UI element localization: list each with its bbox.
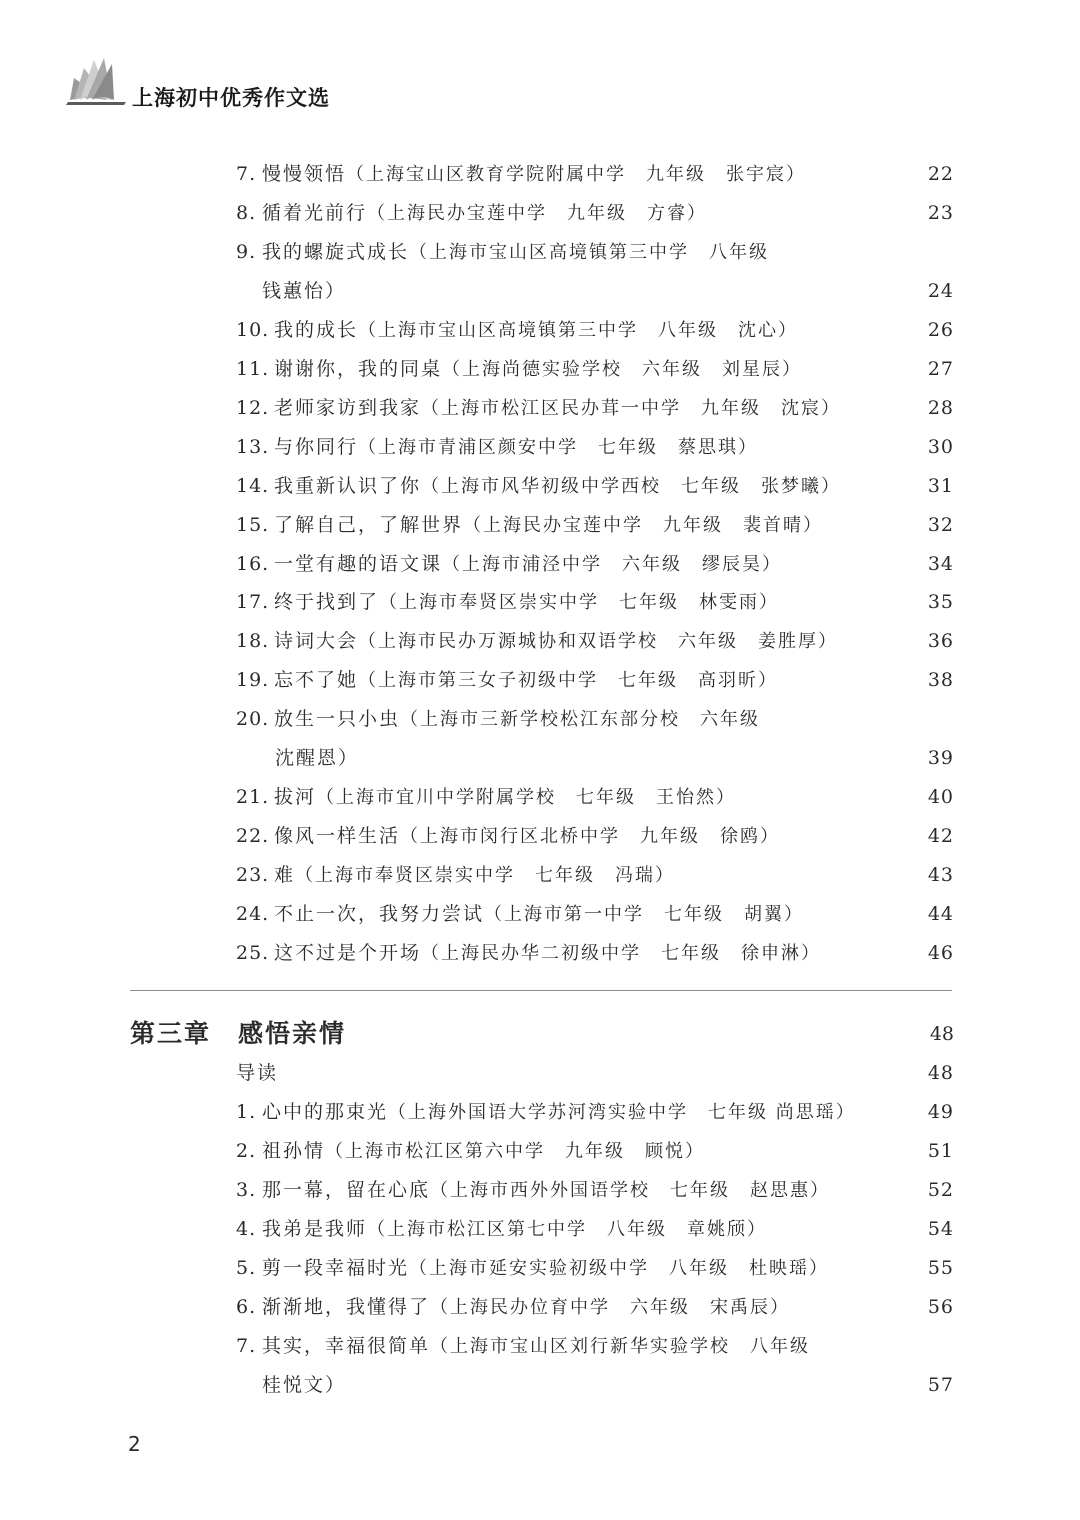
toc-entry[interactable] [0, 428, 1080, 467]
entry-detail: （上海市民办万源城协和双语学校 六年级 姜胜厚） [358, 631, 839, 653]
toc-entry[interactable] [0, 506, 1080, 545]
entry-number: 23. [236, 864, 270, 887]
entry-title: 与你同行（上海市青浦区颜安中学 七年级 蔡思琪） [274, 435, 759, 458]
entry-number: 10. [236, 318, 270, 341]
toc-entry[interactable] [0, 622, 1080, 661]
entry-title: 像风一样生活（上海市闵行区北桥中学 九年级 徐鸥） [274, 825, 781, 848]
toc-entry[interactable] [0, 311, 1080, 350]
toc-entry[interactable] [0, 661, 1080, 700]
entry-detail: （上海尚德实验学校 六年级 刘星辰） [442, 358, 803, 380]
toc-entry[interactable] [0, 155, 1080, 194]
entry-continuation: 钱蕙怡） [262, 279, 347, 302]
toc-entry[interactable] [0, 1210, 1080, 1249]
chapter-name: 感悟亲情 [238, 1019, 347, 1048]
entry-title: 心中的那束光（上海外国语大学苏河湾实验中学 七年级 尚思瑶） [262, 1101, 856, 1123]
entry-page: 46 [927, 942, 954, 964]
toc-entry[interactable] [0, 1327, 1080, 1366]
entry-detail: （上海市青浦区颜安中学 七年级 蔡思琪） [358, 436, 759, 458]
entry-title: 这不过是个开场（上海民办华二初级中学 七年级 徐申淋） [274, 942, 822, 964]
entry-number: 14. [236, 474, 270, 497]
entry-title: 不止一次，我努力尝试（上海市第一中学 七年级 胡翼） [274, 903, 805, 926]
entry-number: 24. [236, 903, 270, 926]
toc-entry[interactable] [0, 1366, 1080, 1405]
entry-number: 6. [236, 1296, 257, 1318]
entry-title: 祖孙情（上海市松江区第六中学 九年级 顾悦） [262, 1140, 706, 1162]
entry-page: 35 [927, 591, 954, 614]
entry-page: 56 [927, 1296, 954, 1318]
entry-page: 40 [927, 786, 954, 809]
entry-detail: （上海市奉贤区崇实中学 七年级 冯瑞） [295, 865, 676, 887]
entry-number: 11. [236, 357, 270, 380]
entry-number: 22. [236, 825, 270, 848]
entry-detail: （上海民办宝莲中学 九年级 方睿） [367, 202, 708, 224]
entry-title: 慢慢领悟（上海宝山区教育学院附属中学 九年级 张宇宸） [262, 163, 807, 185]
entry-number: 7. [236, 163, 257, 185]
entry-page: 27 [927, 357, 954, 380]
entry-number: 3. [236, 1179, 257, 1201]
entry-continuation: 桂悦文） [262, 1374, 347, 1396]
toc-entry[interactable] [0, 467, 1080, 506]
entry-number: 21. [236, 786, 270, 809]
toc-entry[interactable] [0, 934, 1080, 973]
toc-entry[interactable] [0, 272, 1080, 311]
entry-title: 我重新认识了你（上海市风华初级中学西校 七年级 张梦曦） [274, 474, 842, 497]
toc-entry[interactable] [0, 233, 1080, 272]
entry-title: 诗词大会（上海市民办万源城协和双语学校 六年级 姜胜厚） [274, 630, 839, 653]
entry-number: 4. [236, 1218, 257, 1240]
toc-entry[interactable] [0, 856, 1080, 895]
entry-title: 循着光前行（上海民办宝莲中学 九年级 方睿） [262, 201, 708, 224]
entry-title: 我的成长（上海市宝山区高境镇第三中学 八年级 沈心） [274, 318, 799, 341]
entry-number: 18. [236, 630, 270, 653]
entry-page: 42 [927, 825, 954, 848]
toc-entry[interactable] [0, 350, 1080, 389]
entry-number: 13. [236, 435, 270, 458]
chapter-page: 48 [929, 1023, 954, 1045]
entry-page: 54 [927, 1218, 954, 1240]
page-number: 2 [128, 1432, 141, 1456]
toc-entry[interactable] [0, 389, 1080, 428]
entry-detail: （上海市西外外国语学校 七年级 赵思惠） [430, 1180, 831, 1201]
entry-title: 谢谢你，我的同桌（上海尚德实验学校 六年级 刘星辰） [274, 357, 803, 380]
entry-number: 19. [236, 669, 270, 692]
entry-detail: （上海市宜川中学附属学校 七年级 王怡然） [316, 787, 737, 809]
entry-continuation: 沈醒恩） [275, 747, 360, 770]
entry-title: 拔河（上海市宜川中学附属学校 七年级 王怡然） [274, 786, 737, 809]
entry-page: 55 [927, 1257, 954, 1279]
guide-page: 48 [927, 1062, 954, 1084]
chapter-heading [0, 1014, 1080, 1054]
entry-title: 了解自己，了解世界（上海民办宝莲中学 九年级 裴首晴） [274, 513, 824, 536]
entry-title: 终于找到了（上海市奉贤区崇实中学 七年级 林雯雨） [274, 591, 780, 614]
page-header [66, 52, 966, 112]
entry-number: 25. [236, 942, 270, 964]
entry-page: 38 [927, 669, 954, 692]
entry-number: 20. [236, 708, 270, 731]
entry-number: 15. [236, 513, 270, 536]
entry-title: 老师家访到我家（上海市松江区民办茸一中学 九年级 沈宸） [274, 396, 842, 419]
book-title: 上海初中优秀作文选 [132, 86, 330, 110]
toc-entry[interactable] [0, 194, 1080, 233]
entry-detail: （上海市第三女子初级中学 七年级 高羽昕） [358, 670, 779, 692]
entry-detail: （上海市风华初级中学西校 七年级 张梦曦） [421, 475, 842, 497]
entry-page: 22 [927, 163, 954, 185]
entry-page: 26 [927, 318, 954, 341]
entry-title: 我弟是我师（上海市松江区第七中学 八年级 章姚颀） [262, 1218, 768, 1240]
entry-page: 43 [927, 864, 954, 887]
entry-detail: （上海市第一中学 七年级 胡翼） [484, 904, 805, 926]
entry-title: 剪一段幸福时光（上海市延安实验初级中学 八年级 杜映瑶） [262, 1257, 830, 1279]
entry-number: 2. [236, 1140, 257, 1162]
entry-page: 23 [927, 201, 954, 224]
entry-detail: （上海市三新学校松江东部分校 六年级 [400, 709, 761, 731]
entry-page: 28 [927, 396, 954, 419]
entry-page: 44 [927, 903, 954, 926]
entry-detail: （上海市闵行区北桥中学 九年级 徐鸥） [400, 826, 781, 848]
entry-number: 9. [236, 240, 257, 263]
entry-detail: （上海市宝山区高境镇第三中学 八年级 [409, 241, 770, 263]
guide-title: 导读 [236, 1062, 279, 1084]
entry-page: 52 [927, 1179, 954, 1201]
entry-number: 5. [236, 1257, 257, 1279]
entry-detail: （上海市宝山区高境镇第三中学 八年级 沈心） [358, 319, 799, 341]
toc-entry[interactable] [0, 1288, 1080, 1327]
entry-detail: （上海外国语大学苏河湾实验中学 七年级 尚思瑶） [388, 1102, 856, 1123]
entry-detail: （上海市延安实验初级中学 八年级 杜映瑶） [409, 1258, 830, 1279]
entry-number: 7. [236, 1335, 257, 1357]
toc-entry[interactable] [0, 583, 1080, 622]
guide-row[interactable] [0, 1054, 1080, 1093]
entry-page: 39 [927, 747, 954, 770]
entry-title: 一堂有趣的语文课（上海市浦泾中学 六年级 缪辰昊） [274, 552, 783, 575]
entry-title: 我的螺旋式成长（上海市宝山区高境镇第三中学 八年级 [262, 240, 770, 263]
entry-page: 36 [927, 630, 954, 653]
entry-title: 那一幕，留在心底（上海市西外外国语学校 七年级 赵思惠） [262, 1179, 831, 1201]
entry-detail: （上海民办宝莲中学 九年级 裴首晴） [463, 514, 824, 536]
entry-page: 31 [927, 474, 954, 497]
book-icon [66, 56, 128, 106]
entry-detail: （上海市松江区第六中学 九年级 顾悦） [325, 1141, 706, 1162]
entry-page: 34 [927, 552, 954, 575]
entry-detail: （上海市松江区民办茸一中学 九年级 沈宸） [421, 397, 842, 419]
toc-entry[interactable] [0, 895, 1080, 934]
toc-entry[interactable] [0, 1171, 1080, 1210]
entry-page: 51 [927, 1140, 954, 1162]
entry-number: 12. [236, 396, 270, 419]
entry-detail: （上海市宝山区刘行新华实验学校 八年级 [430, 1336, 811, 1357]
entry-title: 渐渐地，我懂得了（上海民办位育中学 六年级 宋禹辰） [262, 1296, 791, 1318]
entry-number: 8. [236, 201, 257, 224]
toc-entry[interactable] [0, 817, 1080, 856]
toc-entry[interactable] [0, 1132, 1080, 1171]
toc-entry[interactable] [0, 1249, 1080, 1288]
entry-detail: （上海民办华二初级中学 七年级 徐申淋） [421, 943, 822, 964]
entry-title: 其实，幸福很简单（上海市宝山区刘行新华实验学校 八年级 [262, 1335, 811, 1357]
chapter-label: 第三章 [130, 1019, 212, 1048]
entry-title: 放生一只小虫（上海市三新学校松江东部分校 六年级 [274, 708, 761, 731]
entry-page: 49 [927, 1101, 954, 1123]
toc-entry[interactable] [0, 778, 1080, 817]
entry-page: 57 [927, 1374, 954, 1396]
toc-entry[interactable] [0, 739, 1080, 778]
entry-detail: （上海民办位育中学 六年级 宋禹辰） [430, 1297, 791, 1318]
entry-number: 16. [236, 552, 270, 575]
entry-detail: （上海宝山区教育学院附属中学 九年级 张宇宸） [346, 164, 807, 185]
entry-detail: （上海市浦泾中学 六年级 缪辰昊） [442, 553, 783, 575]
entry-detail: （上海市奉贤区崇实中学 七年级 林雯雨） [379, 592, 780, 614]
toc-entry[interactable] [0, 545, 1080, 584]
section-divider [130, 990, 952, 991]
entry-number: 1. [236, 1101, 257, 1123]
entry-title: 难（上海市奉贤区崇实中学 七年级 冯瑞） [274, 864, 676, 887]
toc-entry[interactable] [0, 1093, 1080, 1132]
entry-detail: （上海市松江区第七中学 八年级 章姚颀） [367, 1219, 768, 1240]
entry-number: 17. [236, 591, 270, 614]
entry-page: 32 [927, 513, 954, 536]
entry-page: 30 [927, 435, 954, 458]
entry-title: 忘不了她（上海市第三女子初级中学 七年级 高羽昕） [274, 669, 779, 692]
toc-entry[interactable] [0, 700, 1080, 739]
entry-page: 24 [927, 279, 954, 302]
